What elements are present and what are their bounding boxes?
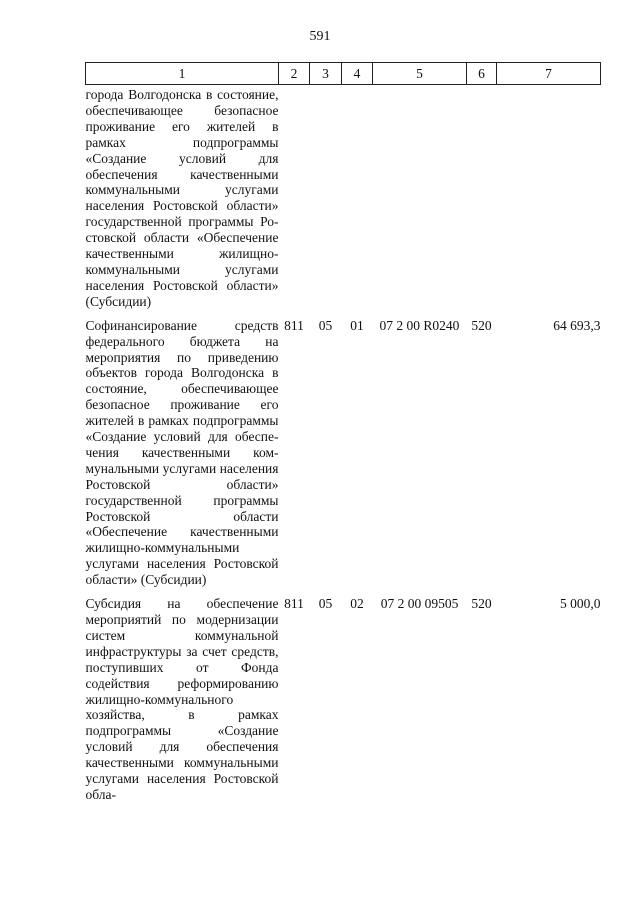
expense-type-code: 520	[471, 317, 492, 333]
target-article-code: 07 2 00 R0240	[379, 317, 460, 333]
expense-type-code: 520	[471, 596, 492, 612]
column-header-4: 4	[342, 63, 373, 85]
budget-table	[85, 62, 601, 808]
row-description: Софинансирование средств федерального бюджета на мероприятия по приведению объектов города Волгодонска в состояние, обеспечивающее безопасное проживание его жителей в рамках подпрограммы «Создание условий для обеспечения качественными коммунальными услугами населения Ростовской области» государственной программы Ростовской области «Обеспечение качественными жилищно-коммунальными услугами населения Ростовской области» (Субсидии)	[85, 317, 279, 588]
column-header-2: 2	[279, 63, 310, 85]
column-header-6: 6	[467, 63, 497, 85]
row-description: города Волгодонска в состояние, обеспечивающее безопасное проживание его жителей в рамках подпрограммы «Создание условий для обеспечения качественными коммунальными услугами населения Ростовской области» государственной программы Ростовской области «Обеспечение качественными жилищно-коммунальными услугами населения Ростовской области» (Субсидии)	[85, 87, 279, 309]
target-article-code: 07 2 00 09505	[380, 596, 459, 612]
column-header-5: 5	[373, 63, 467, 85]
table-row	[86, 315, 601, 593]
row-description: Субсидия на обеспечение мероприятий по модернизации систем коммунальной инфраструктуры за счет средств, поступивших от Фонда содействия реформированию жилищно-коммунального хозяйства, в рамках подпрограммы «Создание условий для обеспечения качественными коммунальными услугами населения Ростовской обла-	[85, 596, 279, 802]
ministry-code: 811	[284, 596, 304, 612]
header-row	[86, 63, 601, 85]
column-header-7: 7	[497, 63, 601, 85]
ministry-code: 811	[284, 317, 304, 333]
table-body	[86, 85, 601, 808]
subsection-code	[342, 85, 373, 315]
table-row	[86, 85, 601, 315]
expense-type-code	[467, 85, 497, 315]
table-row	[86, 593, 601, 808]
subsection-code: 02	[350, 596, 364, 612]
target-article-code	[373, 85, 467, 315]
table-header	[86, 63, 601, 85]
amount-value	[497, 85, 601, 315]
page-number: 591	[309, 29, 331, 44]
amount-value: 64 693,3	[553, 317, 601, 333]
section-code: 05	[318, 596, 333, 612]
amount-value: 5 000,0	[560, 596, 601, 612]
subsection-code: 01	[350, 317, 364, 333]
column-header-1: 1	[86, 63, 279, 85]
section-code	[310, 85, 342, 315]
section-code: 05	[318, 317, 333, 333]
column-header-3: 3	[310, 63, 342, 85]
ministry-code	[279, 85, 310, 315]
